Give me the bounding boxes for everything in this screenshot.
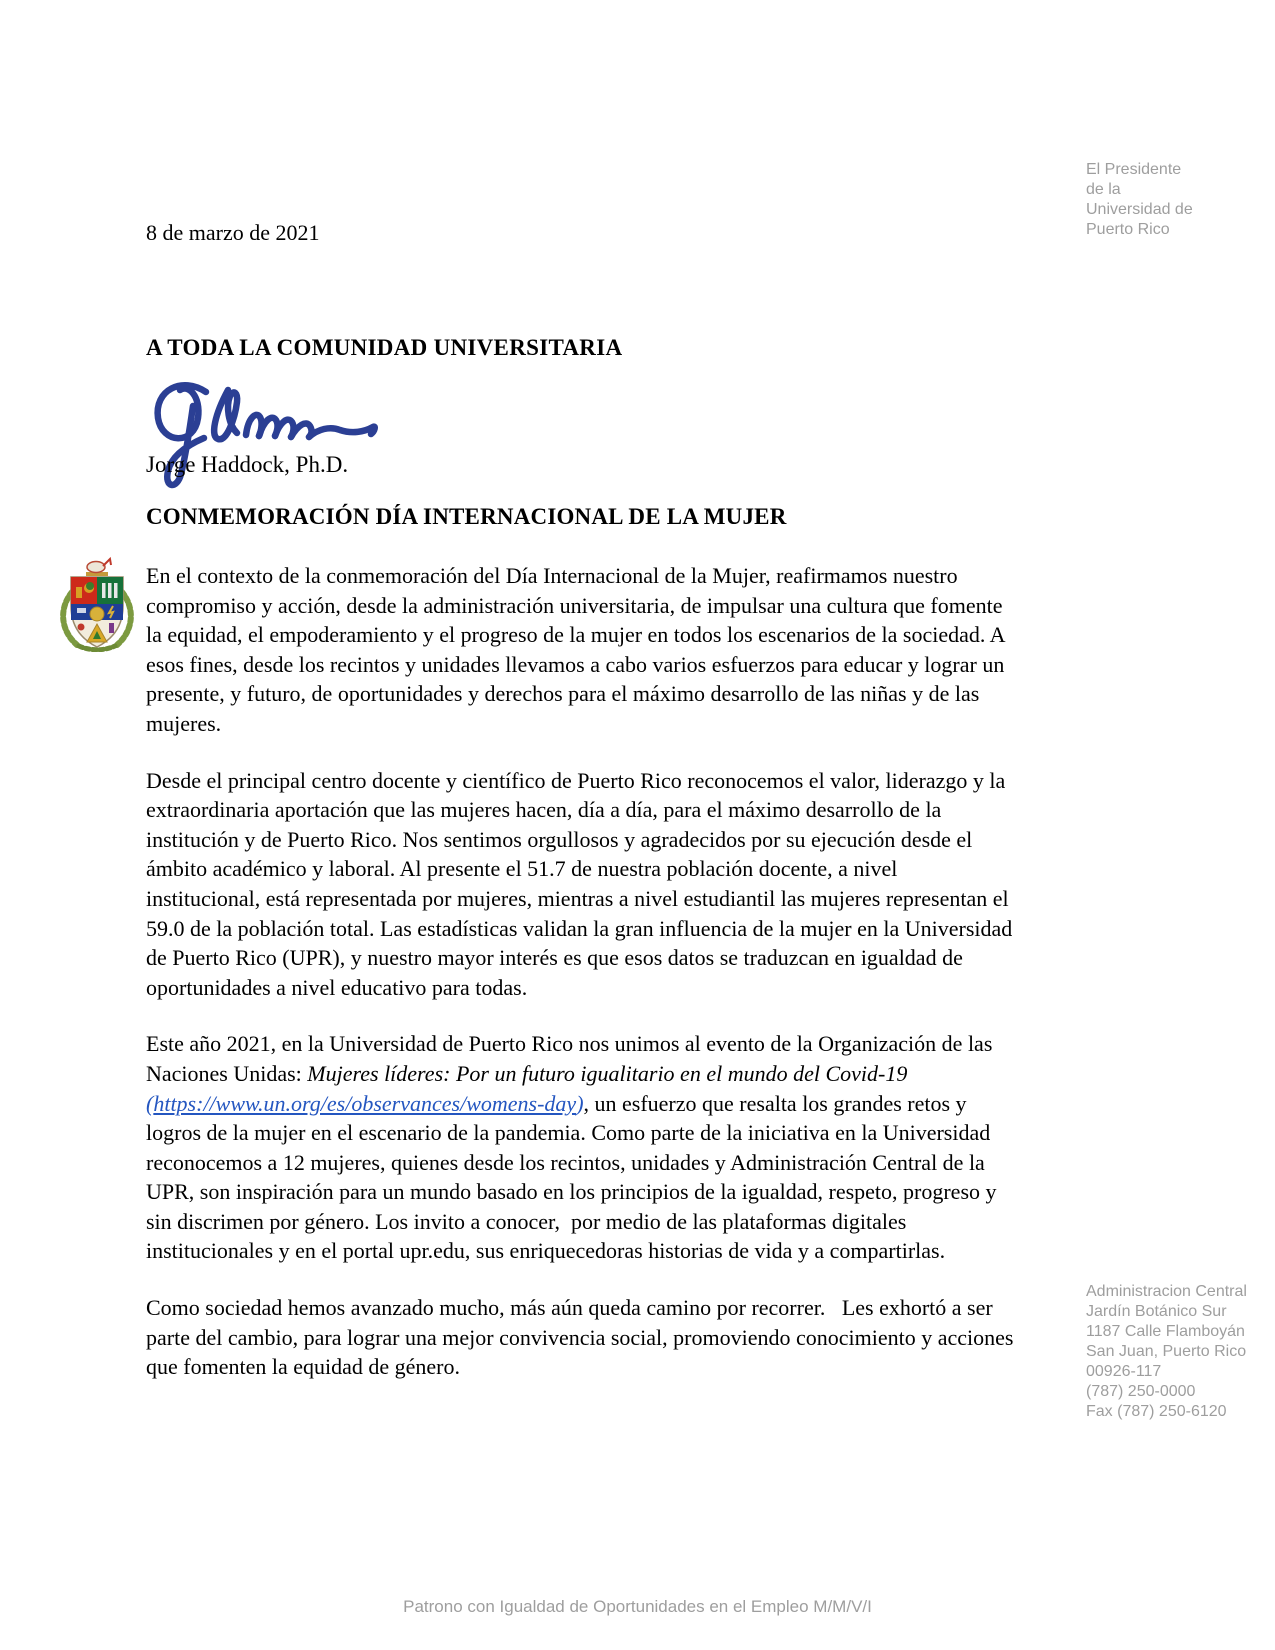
p3-event-title: Mujeres líderes: Por un futuro igualitario en el mundo del Covid-19 <box>307 1060 913 1086</box>
p3-lead: Este año 2021, en la Universidad de Puerto Rico nos unimos al evento de la Organización de las Naciones Unidas: <box>146 1031 998 1086</box>
salutation: A TODA LA COMUNIDAD UNIVERSITARIA <box>146 335 623 360</box>
p3-paren-open: ( <box>146 1090 154 1116</box>
paragraph-1: En el contexto de la conmemoración del Día Internacional de la Mujer, reafirmamos nuestro compromiso y acción, desde la administración universitaria, de impulsar una cultura que fomente la equidad, el empoderamiento y el progreso de la mujer en todos los escenarios de la sociedad. A esos fines, desde los recintos y unidades llevamos a cabo varios esfuerzos para educar y lograr un presente, y futuro, de oportunidades y derechos para el máximo desarrollo de las niñas y de las mujeres. <box>146 563 1010 736</box>
subject-heading: CONMEMORACIÓN DÍA INTERNACIONAL DE LA MUJER <box>146 504 787 529</box>
signer-name: Jorge Haddock, Ph.D. <box>146 452 349 477</box>
office-line: El Presidente <box>1086 161 1182 178</box>
office-line: de la <box>1086 181 1121 198</box>
letter-date: 8 de marzo de 2021 <box>146 220 320 245</box>
address-line: Fax (787) 250-6120 <box>1086 1403 1227 1420</box>
address-line: Jardín Botánico Sur <box>1086 1303 1227 1320</box>
address-line: (787) 250-0000 <box>1086 1383 1196 1400</box>
letter-body <box>146 561 1019 1382</box>
p3-rest: , un esfuerzo que resalta los grandes retos y logros de la mujer en el escenario de la pandemia. Como parte de la iniciativa en la Universidad reconocemos a 12 mujeres, quienes desde los recintos, unidades y Administración Central de la UPR, son inspiración para un mundo basado en los principios de la igualdad, respeto, progreso y sin discrimen por género. Los invito a conocer, por medio de las plataformas digitales institucionales y en el portal upr.edu, sus enriquecedoras historias de vida y a compartirlas. <box>146 1090 1003 1264</box>
letterhead-office-block <box>1086 160 1193 240</box>
office-line: Puerto Rico <box>1086 221 1170 238</box>
un-womens-day-link[interactable]: https://www.un.org/es/observances/womens-day <box>153 1090 577 1116</box>
p3-paren-close: ) <box>576 1090 584 1116</box>
address-line: 1187 Calle Flamboyán <box>1086 1323 1245 1340</box>
office-line: Universidad de <box>1086 201 1193 218</box>
equal-opportunity-footer: Patrono con Igualdad de Oportunidades en el Empleo M/M/V/I <box>403 1597 872 1616</box>
paragraph-2: Desde el principal centro docente y científico de Puerto Rico reconocemos el valor, liderazgo y la extraordinaria aportación que las mujeres hacen, día a día, para el máximo desarrollo de la institución y de Puerto Rico. Nos sentimos orgullosos y agradecidos por su ejecución desde el ámbito académico y laboral. Al presente el 51.7 de nuestra población docente, a nivel institucional, está representada por mujeres, mientras a nivel estudiantil las mujeres representan el 59.0 de la población total. Las estadísticas validan la gran influencia de la mujer en la Universidad de Puerto Rico (UPR), y nuestro mayor interés es que esos datos se traduzcan en igualdad de oportunidades a nivel educativo para todas. <box>146 767 1018 1000</box>
address-line: 00926-117 <box>1086 1363 1162 1380</box>
address-line: San Juan, Puerto Rico <box>1086 1343 1247 1360</box>
paragraph-4: Como sociedad hemos avanzado mucho, más aún queda camino por recorrer. Les exhortó a ser parte del cambio, para lograr una mejor convivencia social, promoviendo conocimiento y acciones que fomenten la equidad de género. <box>146 1295 1019 1380</box>
address-line: Administracion Central <box>1086 1283 1247 1300</box>
upr-seal-icon <box>57 556 137 652</box>
paragraph-3 <box>146 1029 1014 1266</box>
letterhead-address-block <box>1086 1282 1247 1422</box>
